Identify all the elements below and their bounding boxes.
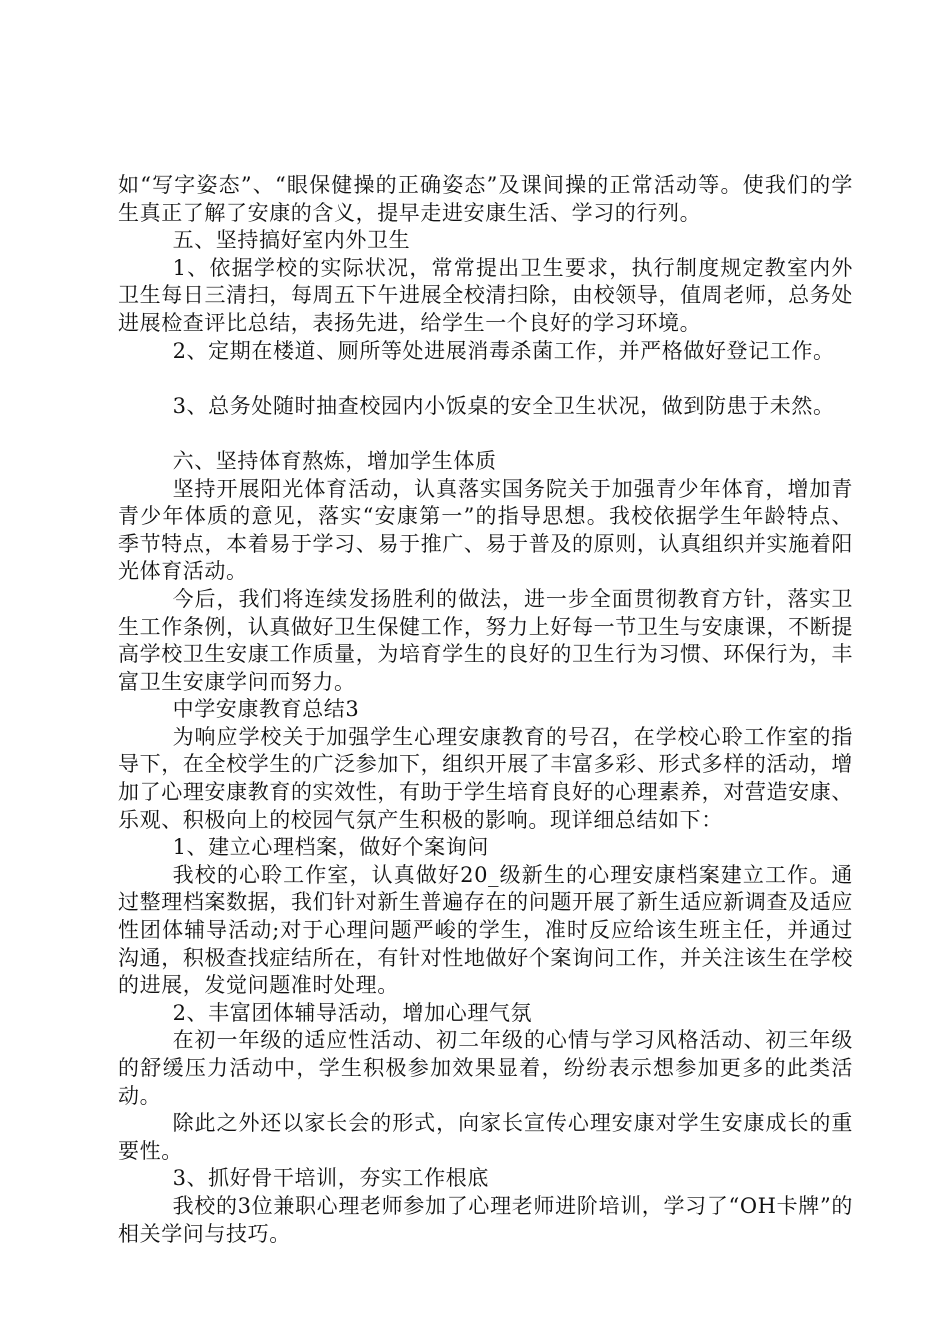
subheading-1: 1、建立心理档案，做好个案询问 (172, 835, 489, 860)
section-title-3: 中学安康教育总结3 (172, 697, 360, 722)
paragraph-archive: 我校的心聆工作室，认真做好20_级新生的心理安康档案建立工作。通过整理档案数据，我们针对新生普遍存在的问题开展了新生适应新调查及适应性团体辅导活动;对于心理问题严峻的学生，准时反应给该生班主任，并通过沟通，积极查找症结所在，有针对性地做好个案询问工作，并关注该生在学校的进展，发觉问题准时处理。 (118, 862, 853, 998)
paragraph-future: 今后，我们将连续发扬胜利的做法，进一步全面贯彻教育方针，落实卫生工作条例，认真做好卫生保健工作，努力上好每一节卫生与安康课，不断提高学校卫生安康工作质量，为培育学生的良好的卫生行为习惯、环保行为，丰富卫生安康学问而努力。 (118, 586, 853, 694)
paragraph-parents: 除此之外还以家长会的形式，向家长宣传心理安康对学生安康成长的重要性。 (118, 1111, 853, 1163)
paragraph-1: 如“写字姿态”、“眼保健操的正确姿态”及课间操的正常活动等。使我们的学生真正了解了安康的含义，提早走进安康生活、学习的行列。 (118, 173, 853, 225)
document-body (118, 172, 853, 1248)
paragraph-intro-3: 为响应学校关于加强学生心理安康教育的号召，在学校心聆工作室的指导下，在全校学生的广泛参加下，组织开展了丰富多彩、形式多样的活动，增加了心理安康教育的实效性，有助于学生培育良好的心理素养，对营造安康、乐观、积极向上的校园气氛产生积极的影响。现详细总结如下： (118, 724, 853, 832)
paragraph-sports: 坚持开展阳光体育活动，认真落实国务院关于加强青少年体育，增加青青少年体质的意见，落实“安康第一”的指导思想。我校依据学生年龄特点、季节特点，本着易于学习、易于推广、易于普及的原则，认真组织并实施着阳光体育活动。 (118, 476, 853, 584)
paragraph-hygiene-3: 3、总务处随时抽查校园内小饭桌的安全卫生状况，做到防患于未然。 (172, 393, 835, 418)
paragraph-hygiene-1: 1、依据学校的实际状况，常常提出卫生要求，执行制度规定教室内外卫生每日三清扫，每周五下午进展全校清扫除，由校领导，值周老师，总务处进展检查评比总结，表扬先进，给学生一个良好的学习环境。 (118, 255, 853, 335)
subheading-2: 2、丰富团体辅导活动，增加心理气氛 (172, 1000, 533, 1025)
heading-6: 六、坚持体育熬炼，增加学生体质 (172, 448, 497, 473)
paragraph-group-activity: 在初一年级的适应性活动、初二年级的心情与学习风格活动、初三年级的舒缓压力活动中，学生积极参加效果显着，纷纷表示想参加更多的此类活动。 (118, 1028, 853, 1108)
paragraph-hygiene-2: 2、定期在楼道、厕所等处进展消毒杀菌工作，并严格做好登记工作。 (172, 338, 835, 363)
subheading-3: 3、抓好骨干培训，夯实工作根底 (172, 1166, 489, 1191)
heading-5: 五、坚持搞好室内外卫生 (172, 228, 411, 253)
paragraph-training: 我校的3位兼职心理老师参加了心理老师进阶培训，学习了“OH卡牌”的相关学问与技巧。 (118, 1193, 853, 1246)
